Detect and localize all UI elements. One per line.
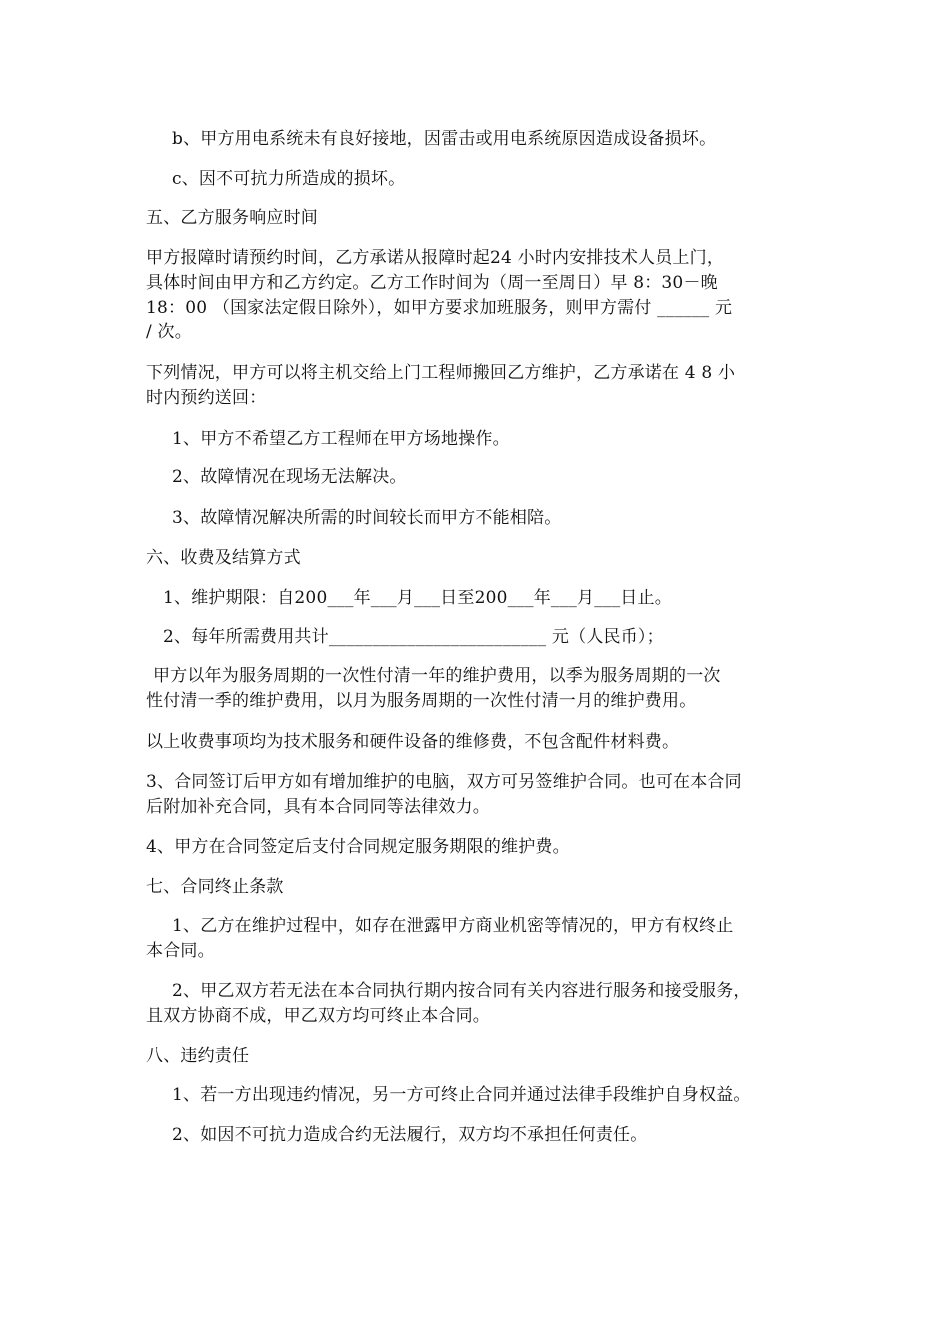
paragraph-line: 18：00 （国家法定假日除外），如甲方要求加班服务，则甲方需付 ______ 元 (146, 298, 733, 318)
list-item: 2、甲乙双方若无法在本合同执行期内按合同有关内容进行服务和接受服务， (172, 981, 751, 1001)
list-item: 1、乙方在维护过程中，如存在泄露甲方商业机密等情况的，甲方有权终止 (172, 916, 734, 936)
section-heading-5: 五、乙方服务响应时间 (146, 208, 318, 228)
list-item: 3、故障情况解决所需的时间较长而甲方不能相陪。 (172, 508, 562, 528)
paragraph-line: 性付清一季的维护费用，以月为服务周期的一次性付清一月的维护费用。 (146, 691, 697, 711)
section-heading-6: 六、收费及结算方式 (146, 548, 301, 568)
paragraph-line: 甲方以年为服务周期的一次性付清一年的维护费用，以季为服务周期的一次 (153, 666, 721, 686)
clause-b-line: b、甲方用电系统未有良好接地，因雷击或用电系统原因造成设备损坏。 (172, 129, 717, 149)
paragraph-line: 4、甲方在合同签定后支付合同规定服务期限的维护费。 (146, 837, 570, 857)
list-item: 1、维护期限：自200___年___月___日至200___年___月___日止。 (163, 588, 672, 608)
paragraph-line: 下列情况，甲方可以将主机交给上门工程师搬回乙方维护，乙方承诺在 4 8 小 (146, 363, 736, 383)
paragraph-line: 后附加补充合同，具有本合同同等法律效力。 (146, 797, 490, 817)
paragraph-line: 以上收费事项均为技术服务和硬件设备的维修费，不包含配件材料费。 (146, 732, 680, 752)
section-heading-7: 七、合同终止条款 (146, 877, 284, 897)
clause-c-line: c、因不可抗力所造成的损坏。 (172, 169, 406, 189)
paragraph-line: 甲方报障时请预约时间，乙方承诺从报障时起24 小时内安排技术人员上门， (146, 248, 725, 268)
list-item: 1、甲方不希望乙方工程师在甲方场地操作。 (172, 429, 510, 449)
paragraph-line: / 次。 (146, 322, 192, 342)
list-item: 2、故障情况在现场无法解决。 (172, 467, 407, 487)
paragraph-line: 时内预约送回： (146, 388, 267, 408)
section-heading-8: 八、违约责任 (146, 1046, 250, 1066)
list-item: 2、如因不可抗力造成合约无法履行，双方均不承担任何责任。 (172, 1125, 648, 1145)
list-item: 1、若一方出现违约情况，另一方可终止合同并通过法律手段维护自身权益。 (172, 1085, 751, 1105)
paragraph-line: 本合同。 (146, 941, 215, 961)
paragraph-line: 且双方协商不成，甲乙双方均可终止本合同。 (146, 1006, 490, 1026)
paragraph-line: 具体时间由甲方和乙方约定。乙方工作时间为（周一至周日）早 8：30－晚 (146, 273, 718, 293)
paragraph-line: 3、合同签订后甲方如有增加维护的电脑，双方可另签维护合同。也可在本合同 (146, 772, 742, 792)
list-item: 2、每年所需费用共计_________________________ 元（人民币）； (163, 627, 664, 647)
